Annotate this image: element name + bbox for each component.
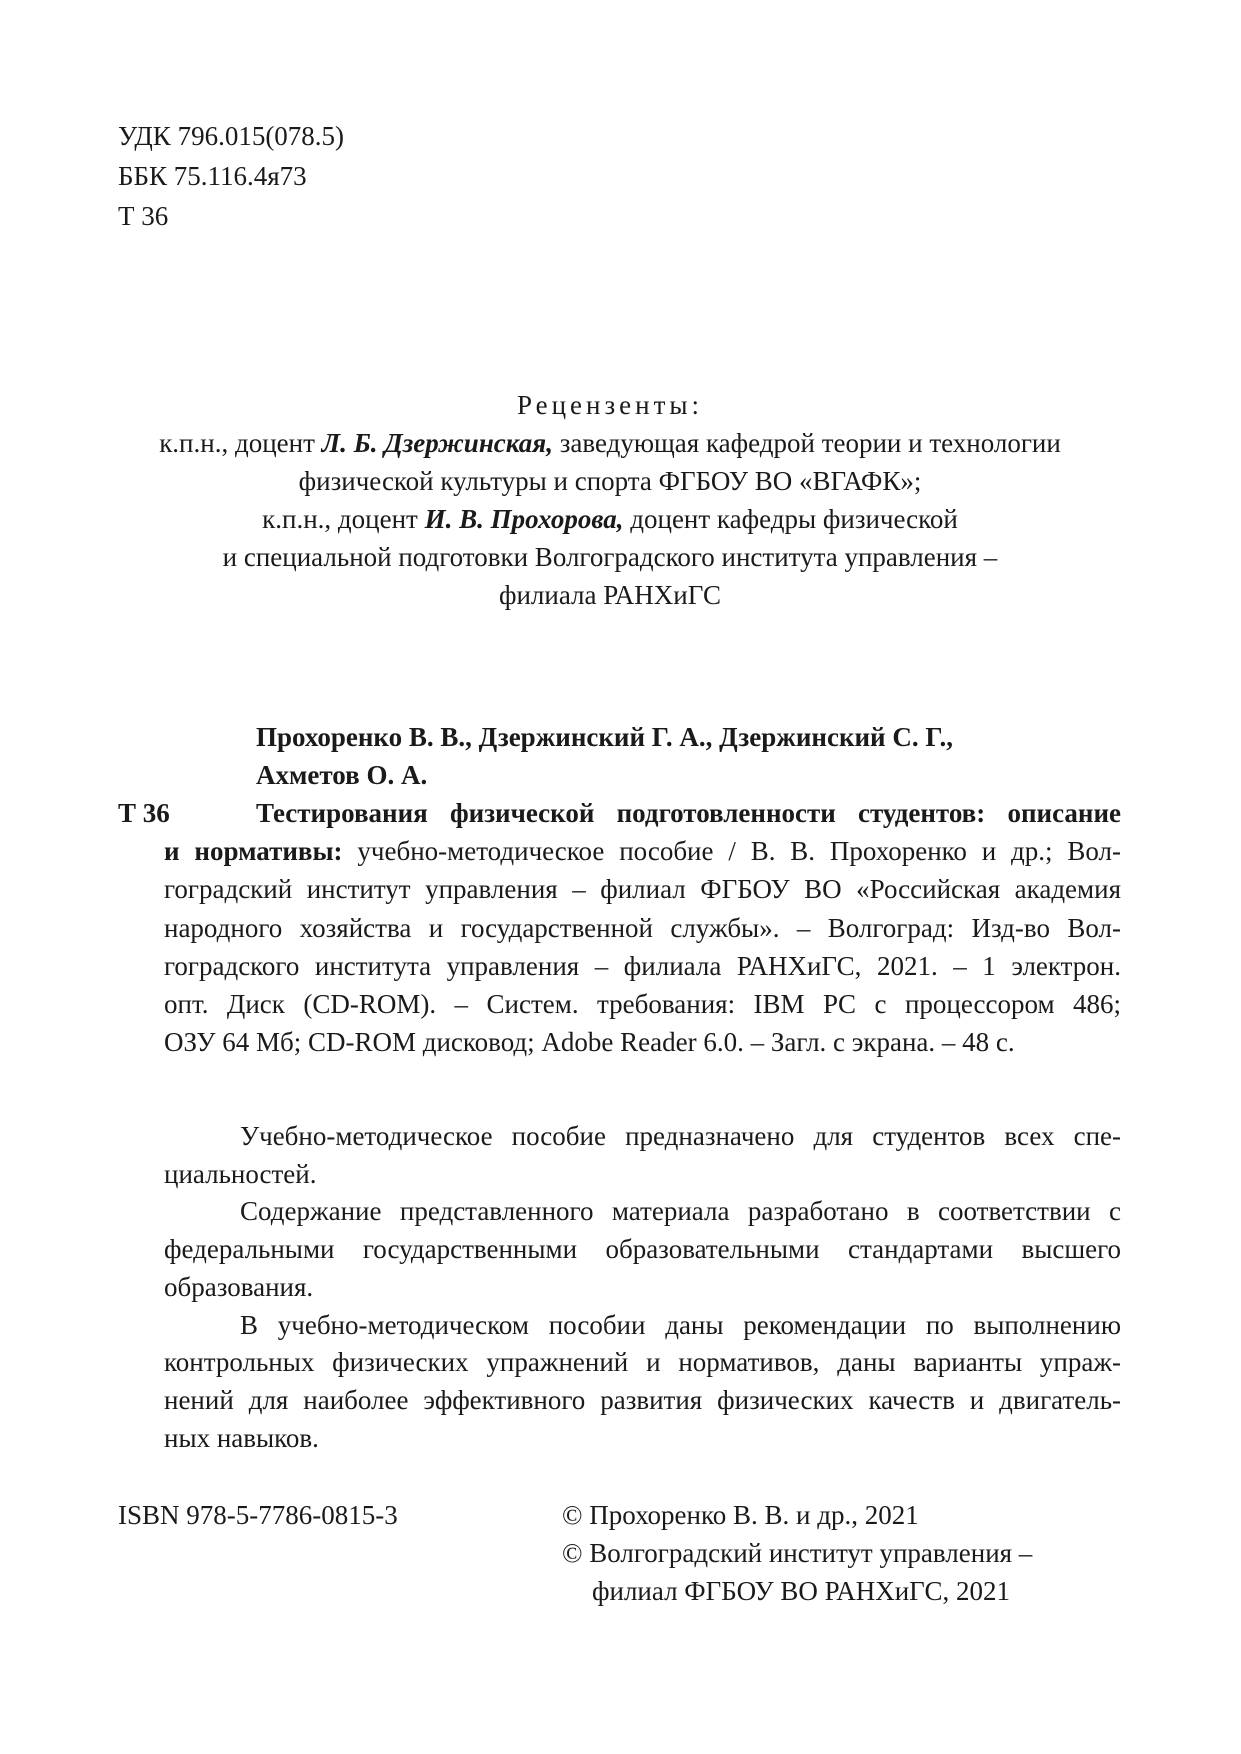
annotation-p3-line-4: ных навыков. — [164, 1422, 319, 1453]
author-mark: Т 36 — [118, 201, 169, 231]
reviewers-heading: Рецензенты: — [516, 390, 704, 420]
bib-line-7: ОЗУ 64 Мб; CD-ROM дисковод; Adobe Reader 6.0. – Загл. с экрана. – 48 с. — [164, 1027, 1015, 1058]
copyright-block — [562, 1496, 1032, 1610]
bib-title-part-2: и нормативы: — [164, 836, 343, 867]
reviewer-1-affiliation: физической культуры и спорта ФГБОУ ВО «ВГАФК»; — [298, 466, 922, 496]
authors-line-1: Прохоренко В. В., Дзержинский Г. А., Дзержинский С. Г., — [256, 722, 953, 752]
bib-description — [164, 794, 1121, 1061]
annotation-p2-line-1: Содержание представленного материала разработано в соответствии с — [240, 1196, 1121, 1227]
classification-codes — [118, 116, 344, 236]
copyright-1: © Прохоренко В. В. и др., 2021 — [562, 1500, 919, 1530]
reviewer-2-position: доцент кафедры физической — [623, 504, 958, 534]
reviewer-2-affiliation-cont: филиала РАНХиГС — [498, 580, 722, 610]
annotation-p3-line-1: В учебно-методическом пособии даны рекомендации по выполнению — [240, 1309, 1121, 1340]
reviewer-1-position: заведующая кафедрой теории и технологии — [552, 428, 1061, 458]
copyright-2-cont: филиал ФГБОУ ВО РАНХиГС, 2021 — [592, 1576, 1010, 1606]
annotation-p1-line-1: Учебно-методическое пособие предназначено для студентов всех спе- — [240, 1121, 1121, 1151]
bib-title-line-1 — [164, 794, 1121, 832]
annotation-p1-line-2: циальностей. — [164, 1158, 317, 1189]
annotation-p2-line-2: федеральными государственными образовательными стандартами высшего — [164, 1234, 1121, 1265]
reviewer-1-name: Л. Б. Дзержинская, — [321, 428, 553, 458]
reviewer-1-prefix: к.п.н., доцент — [159, 428, 322, 458]
bib-code: Т 36 — [118, 798, 170, 828]
bib-line-5: гоградского института управления – филиала РАНХиГС, 2021. – 1 электрон. — [164, 950, 1121, 981]
reviewer-2 — [110, 500, 1110, 538]
authors-line-2: Ахметов О. А. — [256, 760, 428, 790]
annotation-p3-line-3: нений для наиболее эффективного развития физических качеств и двигатель- — [164, 1384, 1121, 1415]
reviewer-1 — [110, 424, 1110, 462]
reviewer-2-prefix: к.п.н., доцент — [262, 504, 425, 534]
annotation-p2-line-3: образования. — [164, 1271, 314, 1302]
bib-line-4: народного хозяйства и государственной службы». – Волгоград: Изд-во Вол- — [164, 912, 1121, 943]
bib-title-part-1: Тестирования физической подготовленности студентов: описание — [256, 798, 1121, 828]
copyright-2: © Волгоградский институт управления – — [562, 1538, 1033, 1568]
reviewer-2-affiliation: и специальной подготовки Волгоградского института управления – — [222, 542, 998, 572]
bib-line-2 — [164, 832, 1121, 870]
bib-line-3: гоградский институт управления – филиал ФГБОУ ВО «Российская академия — [164, 874, 1121, 905]
bib-authors — [256, 718, 953, 794]
reviewers-block — [110, 386, 1110, 614]
annotation — [164, 1118, 1121, 1457]
annotation-p3-line-2: контрольных физических упражнений и нормативов, даны варианты упраж- — [164, 1347, 1121, 1378]
isbn: ISBN 978-5-7786-0815-3 — [118, 1500, 398, 1530]
bbk-code: ББК 75.116.4я73 — [118, 161, 307, 191]
reviewer-2-name: И. В. Прохорова, — [424, 504, 624, 534]
bib-line-2-rest: учебно-методическое пособие / В. В. Прохоренко и др.; Вол- — [342, 836, 1121, 867]
udk-code: УДК 796.015(078.5) — [118, 121, 345, 151]
bib-line-6: опт. Диск (CD-ROM). – Систем. требования: IBM PC с процессором 486; — [164, 989, 1121, 1020]
